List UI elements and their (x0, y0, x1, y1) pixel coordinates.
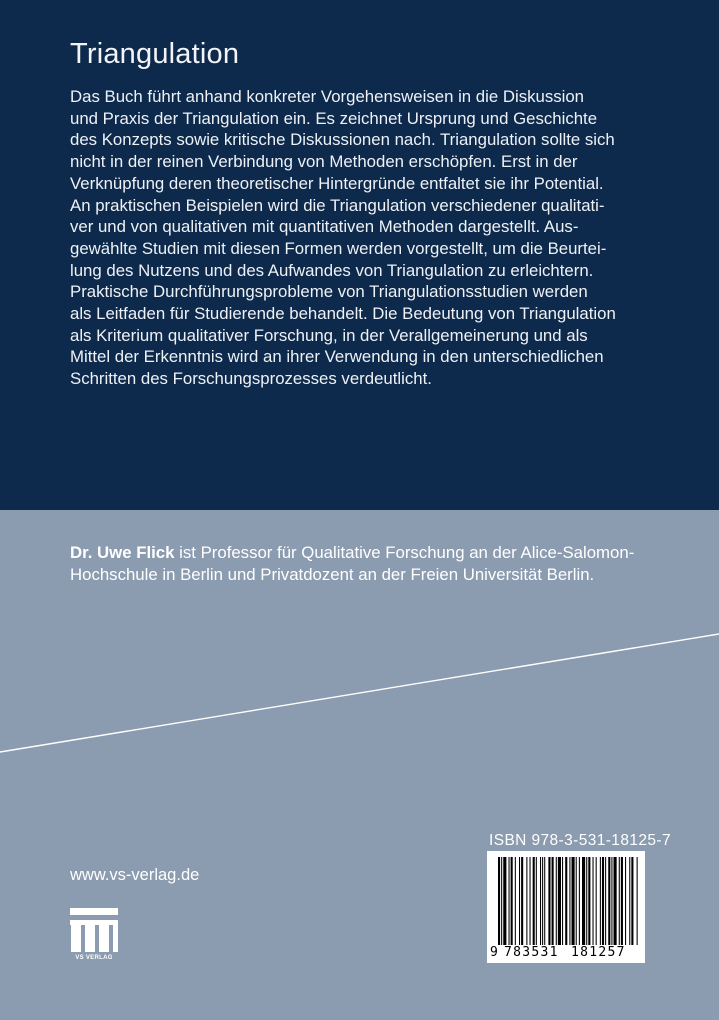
isbn-label: ISBN 978-3-531-18125-7 (489, 832, 671, 849)
barcode-bar (548, 857, 550, 945)
description-line: des Konzepts sowie kritische Diskussionen nach. Triangulation sollte sich (70, 130, 615, 150)
barcode-bar (619, 857, 620, 945)
description-line: An praktischen Beispielen wird die Triangulation verschiedener qualitati- (70, 195, 605, 215)
barcode-bar (621, 857, 623, 945)
barcode-bar (600, 857, 601, 945)
barcode-bar (572, 857, 575, 945)
description-line: Verknüpfung deren theoretischer Hintergründe entfaltet sie ihr Potential. (70, 173, 604, 193)
description-line: als Kriterium qualitativer Forschung, in der Verallgemeinerung und als (70, 325, 588, 345)
barcode-bar (542, 857, 543, 945)
description-line: nicht in der reinen Verbindung von Methoden erschöpfen. Erst in der (70, 152, 578, 172)
barcode-bar (629, 857, 630, 945)
barcode-bar (526, 857, 527, 945)
barcode-bar (515, 857, 516, 945)
barcode-digit-group: 181257 (571, 945, 626, 960)
description-line: Das Buch führt anhand konkreter Vorgehensweisen in die Diskussion (70, 87, 584, 106)
author-bio-text: ist Professor für Qualitative Forschung an der Alice-Salomon- (174, 543, 635, 562)
barcode-bar (558, 857, 561, 945)
publisher-website: www.vs-verlag.de (70, 866, 200, 884)
barcode-bar (637, 857, 638, 945)
description-line: Mittel der Erkenntnis wird an ihrer Verwendung in den unterschiedlichen (70, 347, 604, 367)
author-bio-line: Hochschule in Berlin und Privatdozent an der Freien Universität Berlin. (70, 565, 595, 584)
description-line: als Leitfaden für Studierende behandelt. Die Bedeutung von Triangulation (70, 304, 616, 324)
barcode-bar (579, 857, 580, 945)
book-title: Triangulation (70, 38, 240, 70)
barcode-bar (519, 857, 520, 945)
barcode-bar (562, 857, 563, 945)
barcode-digit-group: 783531 (504, 945, 559, 960)
barcode-bar (569, 857, 570, 945)
barcode-bar (552, 857, 554, 945)
description-line: ver und von qualitativen mit quantitativen Methoden dargestellt. Aus- (70, 217, 579, 237)
barcode-bar (614, 857, 617, 945)
author-name: Dr. Uwe Flick (70, 543, 175, 562)
barcode-bar (631, 857, 633, 945)
barcode-bar (565, 857, 567, 945)
publisher-logo-text: VS VERLAG (75, 955, 113, 961)
barcode-bar (511, 857, 513, 945)
barcode-bar (582, 857, 585, 945)
barcode-bar (611, 857, 612, 945)
barcode-bar (556, 857, 557, 945)
barcode-bar (625, 857, 626, 945)
barcode-bar (498, 857, 500, 945)
description-line: lung des Nutzens und des Aufwandes von Triangulation zu erleichtern. (70, 260, 594, 280)
barcode-bar (503, 857, 506, 945)
barcode-bar (544, 857, 545, 945)
barcode-bar (521, 857, 523, 945)
barcode-bar (501, 857, 502, 945)
barcode-bar (576, 857, 577, 945)
barcode-bar (588, 857, 590, 945)
barcode-bar (596, 857, 597, 945)
barcode-bar (533, 857, 535, 945)
barcode-bar (602, 857, 604, 945)
description-line: und Praxis der Triangulation ein. Es zeichnet Ursprung und Geschichte (70, 108, 598, 128)
description-line: gewählte Studien mit diesen Formen werden vorgestellt, um die Beurtei- (70, 238, 607, 258)
barcode-bar (540, 857, 541, 945)
barcode-bar (509, 857, 510, 945)
barcode-bar (605, 857, 606, 945)
barcode-bar (593, 857, 594, 945)
barcode-bar (586, 857, 587, 945)
barcode-bar (530, 857, 531, 945)
description-line: Schritten des Forschungsprozesses verdeutlicht. (70, 369, 432, 389)
description-line: Praktische Durchführungsprobleme von Triangulationsstudien werden (70, 282, 588, 302)
barcode-bar (536, 857, 537, 945)
barcode-bar (608, 857, 610, 945)
barcode-lead-digit: 9 (490, 945, 498, 960)
